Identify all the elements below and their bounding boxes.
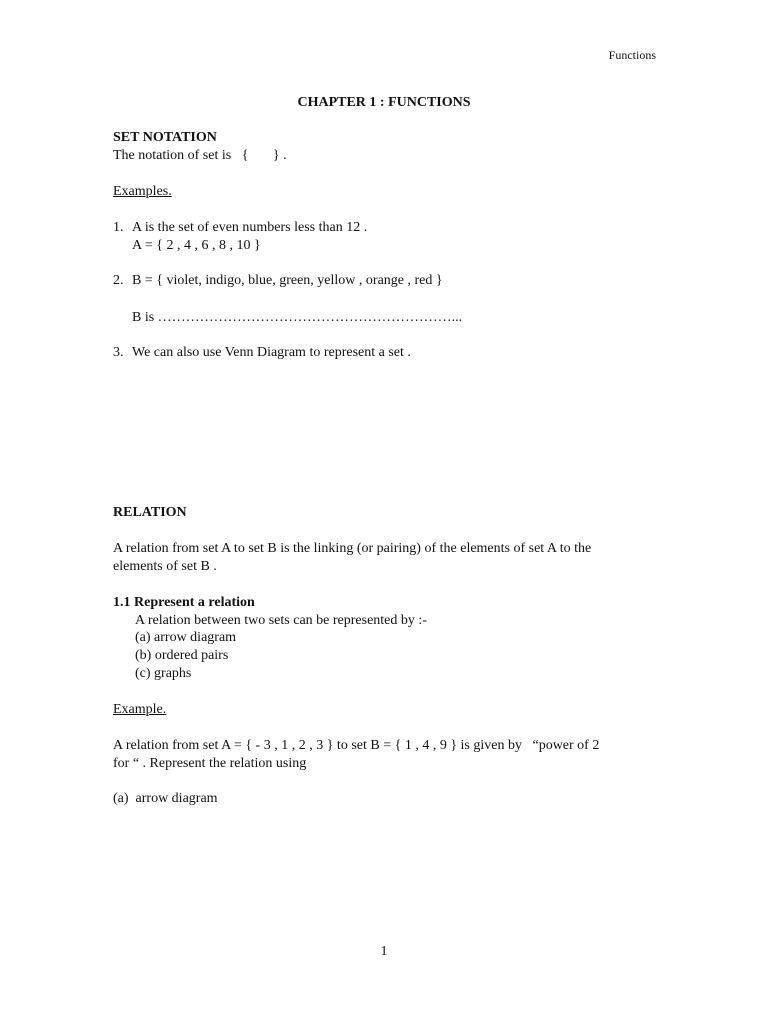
- method-item-c: (c) graphs: [135, 666, 192, 681]
- list-item-number-1: 1.: [113, 220, 124, 235]
- relation-heading: RELATION: [113, 505, 187, 520]
- list-item-sub-2: B is ………………………………………………………...: [132, 310, 463, 325]
- list-item-number-2: 2.: [113, 273, 124, 288]
- method-item-b: (b) ordered pairs: [135, 648, 229, 663]
- page-number: 1: [380, 944, 388, 959]
- example-label: Example.: [113, 702, 167, 717]
- relation-definition-line-2: elements of set B .: [113, 559, 217, 574]
- list-item-number-3: 3.: [113, 345, 124, 360]
- list-item-text-3: We can also use Venn Diagram to represent a set .: [132, 345, 411, 360]
- represent-relation-subheading: 1.1 Represent a relation: [113, 595, 255, 610]
- represent-relation-intro: A relation between two sets can be represented by :-: [135, 613, 427, 628]
- list-item-text-1: A is the set of even numbers less than 12 .: [132, 220, 368, 235]
- set-notation-intro: The notation of set is { } .: [113, 148, 287, 163]
- list-item-sub-1: A = { 2 , 4 , 6 , 8 , 10 }: [132, 238, 261, 253]
- list-item-text-2: B = { violet, indigo, blue, green, yellow , orange , red }: [132, 273, 443, 288]
- relation-definition-line-1: A relation from set A to set B is the linking (or pairing) of the elements of set A to the: [113, 541, 592, 556]
- set-notation-heading: SET NOTATION: [113, 130, 217, 145]
- example-line-1: A relation from set A = { - 3 , 1 , 2 , 3 } to set B = { 1 , 4 , 9 } is given by “power of 2: [113, 738, 600, 753]
- method-item-a: (a) arrow diagram: [135, 630, 237, 645]
- example-line-2: for “ . Represent the relation using: [113, 756, 307, 771]
- examples-label: Examples.: [113, 184, 172, 199]
- running-header: Functions: [608, 48, 656, 62]
- part-a-label: (a) arrow diagram: [113, 791, 218, 806]
- chapter-title: CHAPTER 1 : FUNCTIONS: [297, 95, 471, 110]
